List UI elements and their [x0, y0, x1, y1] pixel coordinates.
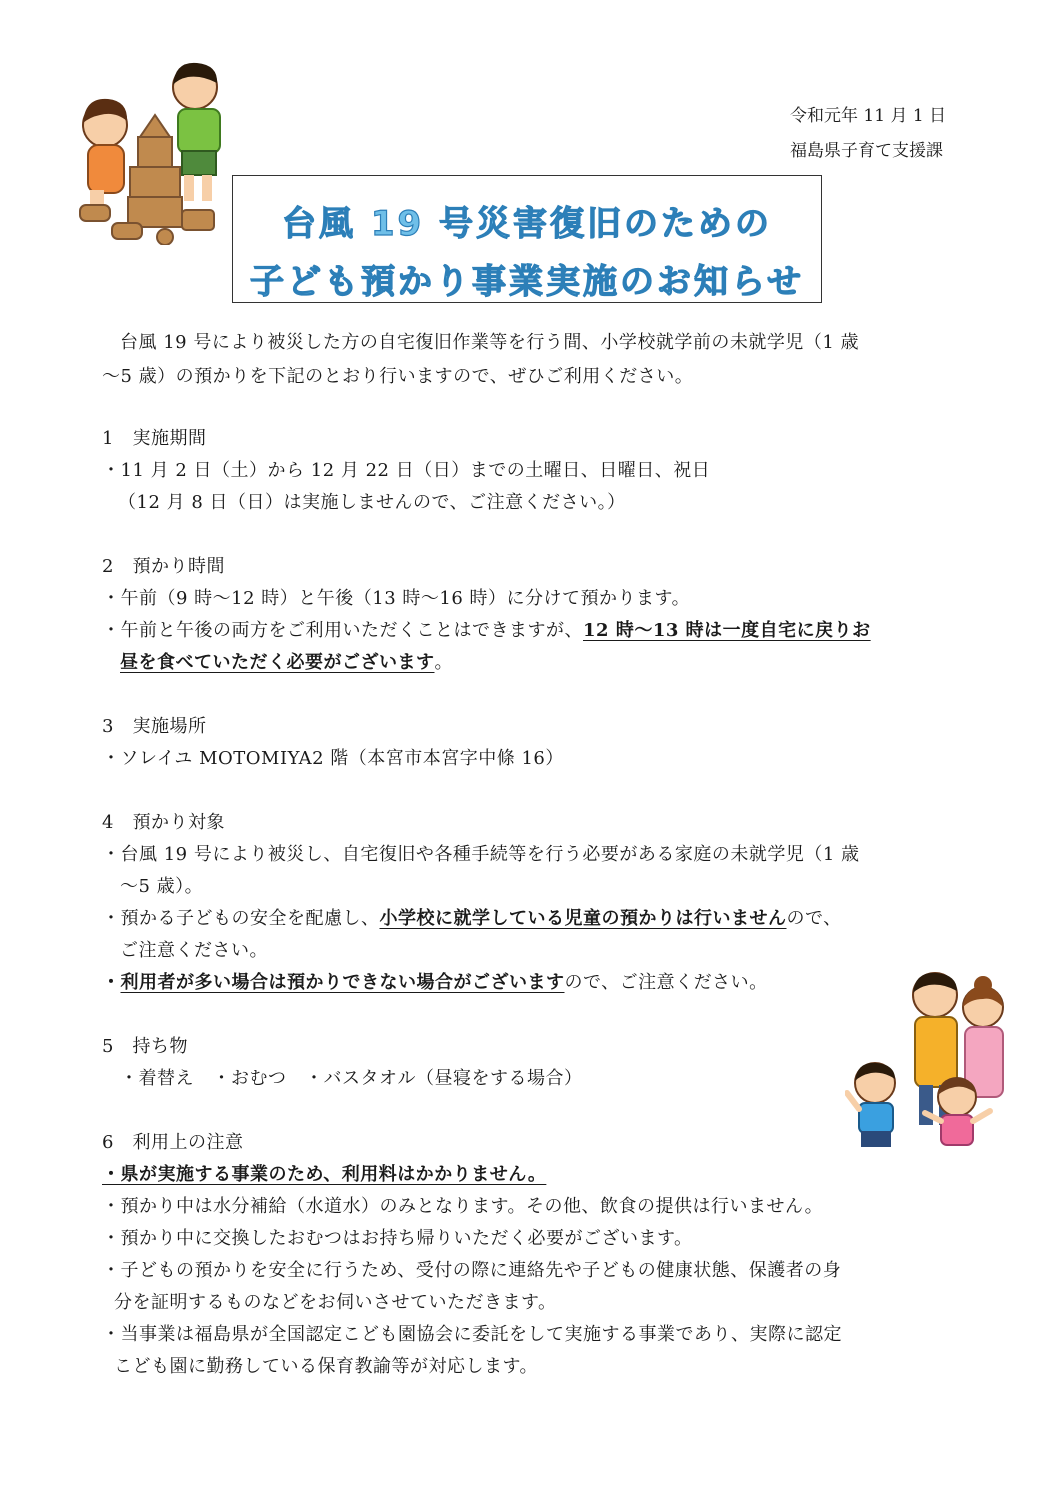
issuing-department: 福島県子育て支援課: [790, 141, 943, 161]
section-1-line-1: ・11 月 2 日（土）から 12 月 22 日（日）までの土曜日、日曜日、祝日: [102, 460, 711, 481]
section-2-line-3-end: 。: [434, 652, 453, 673]
section-4-line-3-text: ・預かる子どもの安全を配慮し、: [102, 908, 380, 929]
section-6-line-2: ・預かり中は水分補給（水道水）のみとなります。その他、飲食の提供は行いません。: [102, 1196, 824, 1217]
section-6-line-4: ・子どもの預かりを安全に行うため、受付の際に連絡先や子どもの健康状態、保護者の身: [102, 1260, 842, 1281]
page-title-line-1: 台風 19 号災害復旧のための: [282, 204, 772, 244]
section-3-line-1: ・ソレイユ MOTOMIYA2 階（本宮市本宮字中條 16）: [102, 748, 564, 769]
section-2-line-2-text: ・午前と午後の両方をご利用いただくことはできますが、: [102, 620, 583, 641]
section-1-heading: 1 実施期間: [102, 428, 207, 449]
section-4-line-5-end: ので、ご注意ください。: [564, 972, 768, 993]
section-2-line-1: ・午前（9 時〜12 時）と午後（13 時〜16 時）に分けて預かります。: [102, 588, 691, 609]
section-6-line-6: ・当事業は福島県が全国認定こども園協会に委託をして実施する事業であり、実際に認定: [102, 1324, 842, 1345]
intro-line-2: 〜5 歳）の預かりを下記のとおり行いますので、ぜひご利用ください。: [102, 366, 694, 387]
section-2-line-2: [102, 620, 871, 642]
section-4-line-5-bullet: ・: [102, 972, 121, 993]
section-3-heading: 3 実施場所: [102, 716, 207, 737]
children-blocks-illustration: [70, 45, 240, 245]
section-4-line-5: [102, 972, 768, 994]
section-2-line-3: [120, 652, 453, 674]
section-5-line-1: ・着替え ・おむつ ・バスタオル（昼寝をする場合）: [120, 1068, 583, 1089]
free-of-charge-notice: ・県が実施する事業のため、利用料はかかりません。: [102, 1164, 547, 1185]
section-6-line-3: ・預かり中に交換したおむつはお持ち帰りいただく必要がございます。: [102, 1228, 693, 1249]
section-4-line-2: 〜5 歳）。: [120, 876, 204, 897]
intro-line-1: 台風 19 号により被災した方の自宅復旧作業等を行う間、小学校就学前の未就学児（1 歳: [120, 332, 860, 353]
section-6-heading: 6 利用上の注意: [102, 1132, 244, 1153]
section-4-line-3: [102, 908, 842, 930]
lunch-notice-emphasis-1: 12 時〜13 時は一度自宅に戻りお: [583, 620, 871, 641]
title-box: [232, 175, 822, 303]
section-6-line-7: こども園に勤務している保育教諭等が対応します。: [114, 1356, 539, 1377]
page-title-line-2: 子ども預かり事業実施のお知らせ: [250, 262, 804, 302]
section-4-line-1: ・台風 19 号により被災し、自宅復旧や各種手続等を行う必要がある家庭の未就学児（1 歳: [102, 844, 860, 865]
section-4-line-3-end: ので、: [786, 908, 842, 929]
lunch-notice-emphasis-2: 昼を食べていただく必要がございます: [120, 652, 435, 673]
section-1-line-2: （12 月 8 日（日）は実施しませんので、ご注意ください。）: [118, 492, 626, 513]
capacity-notice-emphasis: 利用者が多い場合は預かりできない場合がございます: [120, 972, 565, 993]
family-illustration: [845, 965, 1030, 1160]
section-2-heading: 2 預かり時間: [102, 556, 225, 577]
school-children-notice-emphasis: 小学校に就学している児童の預かりは行いません: [379, 908, 787, 929]
section-4-heading: 4 預かり対象: [102, 812, 225, 833]
section-6-line-5: 分を証明するものなどをお伺いさせていただきます。: [114, 1292, 557, 1313]
section-4-line-4: ご注意ください。: [120, 940, 268, 961]
issue-date: 令和元年 11 月 1 日: [790, 106, 947, 126]
section-5-heading: 5 持ち物: [102, 1036, 188, 1057]
